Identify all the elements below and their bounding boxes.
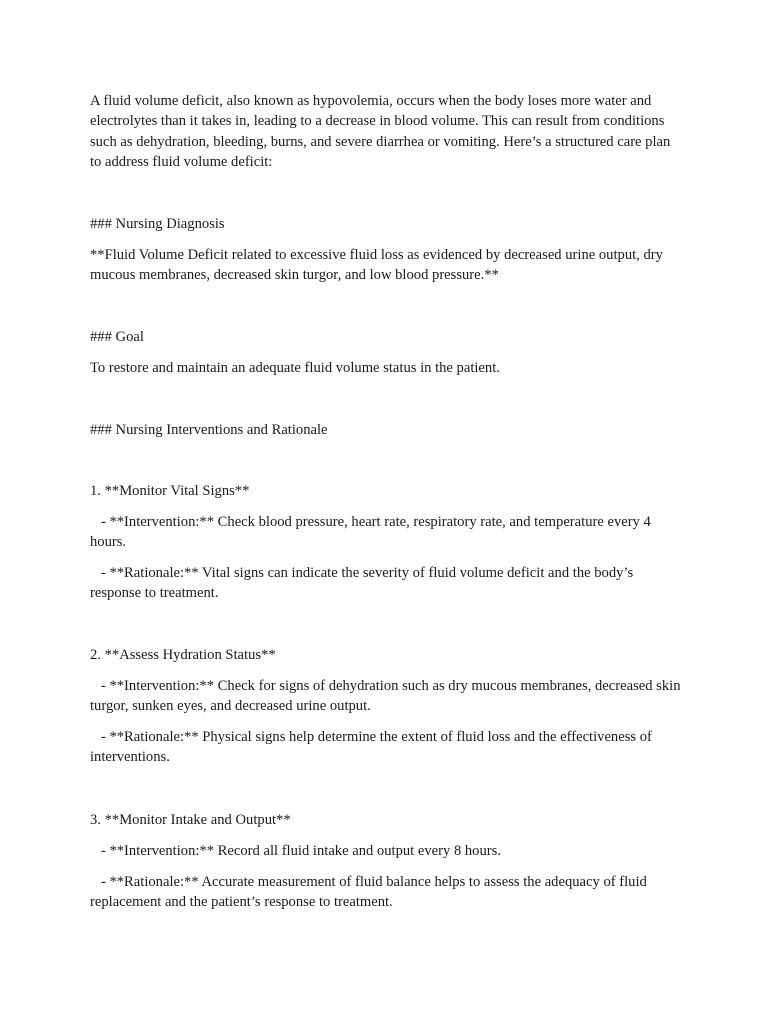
item-intervention: - **Intervention:** Check for signs of dehydration such as dry mucous membranes, decreased skin turgor, sunken eyes, and decreased urine output. — [90, 678, 685, 715]
item-rationale: - **Rationale:** Accurate measurement of fluid balance helps to assess the adequacy of fluid replacement and the patient’s response to treatment. — [90, 874, 651, 911]
diagnosis-text: **Fluid Volume Deficit related to excessive fluid loss as evidenced by decreased urine output, dry mucous membranes, decreased skin turgor, and low blood pressure.** — [90, 247, 663, 284]
item-rationale: - **Rationale:** Vital signs can indicate the severity of fluid volume deficit and the body’s response to treatment. — [90, 565, 637, 602]
item-intervention: - **Intervention:** Record all fluid intake and output every 8 hours. — [90, 843, 501, 859]
interventions-heading: ### Nursing Interventions and Rationale — [90, 422, 328, 438]
diagnosis-heading: ### Nursing Diagnosis — [90, 216, 225, 232]
goal-heading: ### Goal — [90, 329, 144, 345]
item-intervention: - **Intervention:** Check blood pressure, heart rate, respiratory rate, and temperature every 4 hours. — [90, 514, 655, 551]
item-title: 3. **Monitor Intake and Output** — [90, 812, 291, 828]
intro-paragraph: A fluid volume deficit, also known as hypovolemia, occurs when the body loses more water and electrolytes than it takes in, leading to a decrease in blood volume. This can result from conditions such as dehydration, bleeding, burns, and severe diarrhea or vomiting. Here’s a structured care plan to address fluid volume deficit: — [90, 93, 671, 170]
goal-text: To restore and maintain an adequate fluid volume status in the patient. — [90, 360, 500, 376]
item-rationale: - **Rationale:** Physical signs help determine the extent of fluid loss and the effectiveness of interventions. — [90, 729, 656, 766]
item-title: 1. **Monitor Vital Signs** — [90, 483, 250, 499]
item-title: 2. **Assess Hydration Status** — [90, 647, 276, 663]
